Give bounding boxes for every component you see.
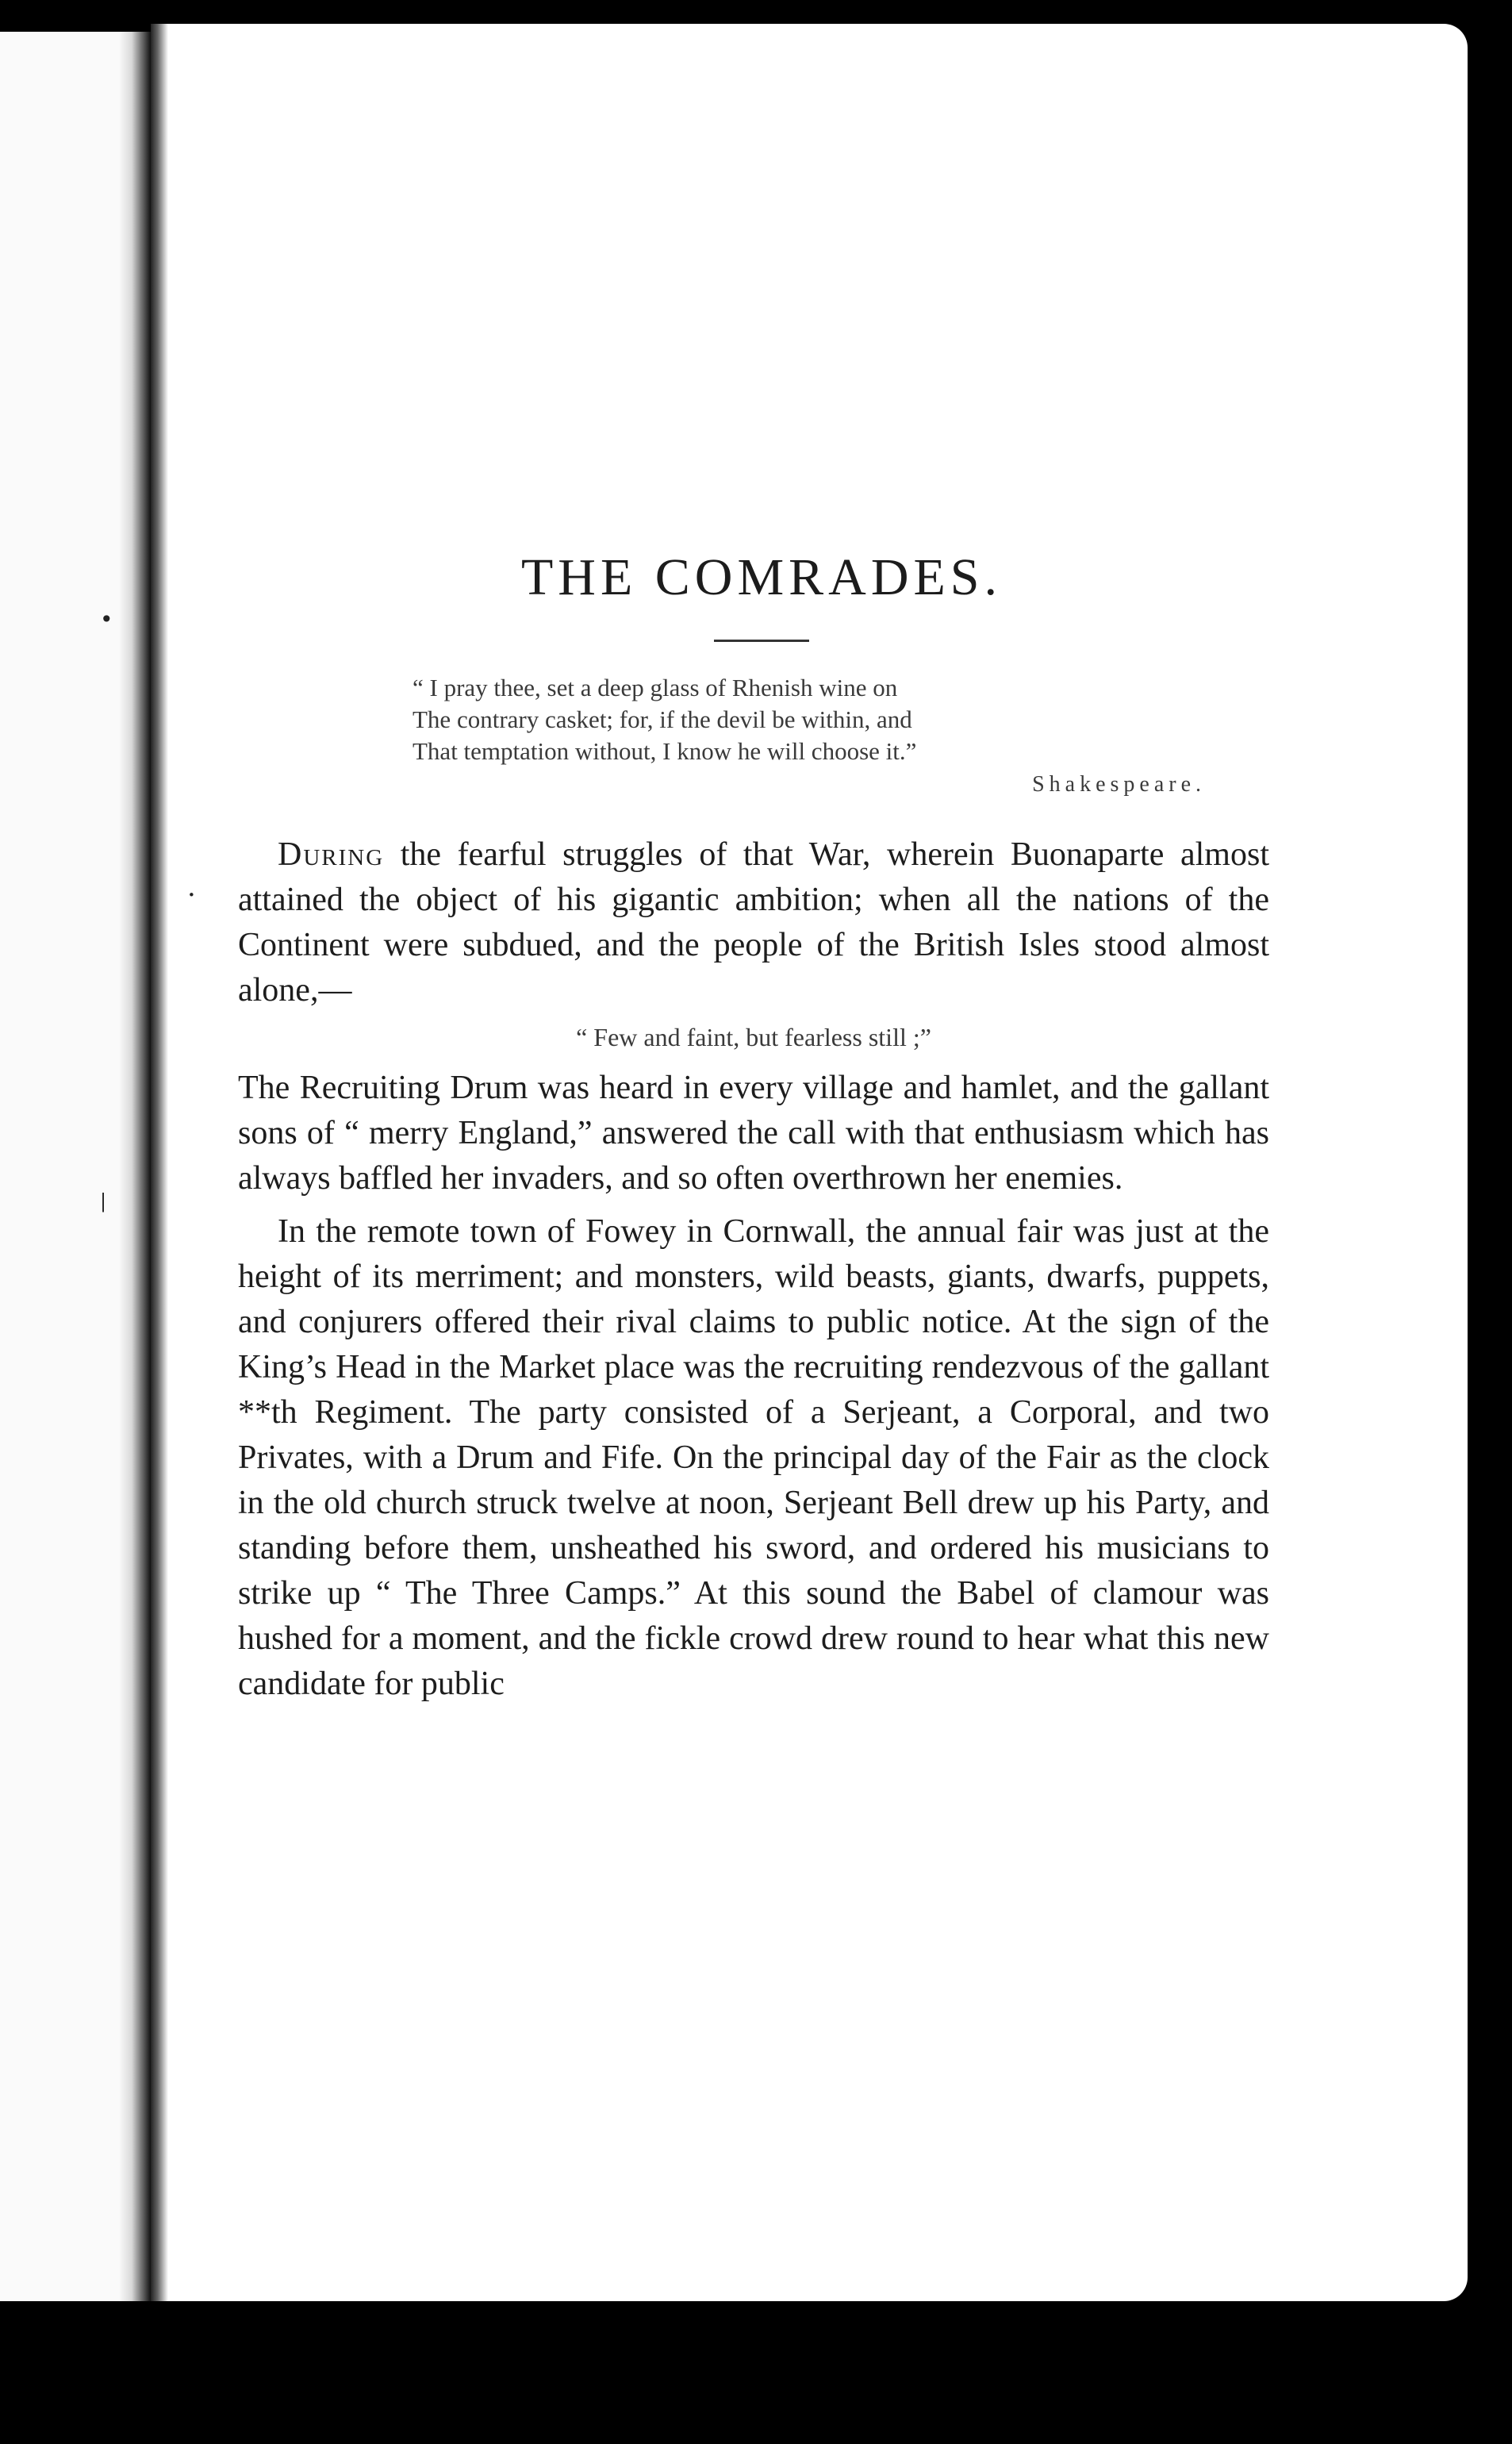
epigraph-line: That temptation without, I know he will choose it.”: [413, 737, 917, 765]
epigraph-line: “ I pray thee, set a deep glass of Rhenish wine on: [413, 674, 898, 701]
left-page-edge: [0, 32, 131, 2301]
opening-word: During: [278, 836, 385, 873]
page-content: [238, 548, 1269, 1707]
paragraph-2: The Recruiting Drum was heard in every village and hamlet, and the gallant sons of “ merry England,” answered the call with that enthusiasm which has always baffled her invaders, and so often overthrown her enemies.: [238, 1070, 1269, 1197]
epigraph: [413, 672, 1206, 801]
paragraph-1: [238, 832, 1269, 1013]
margin-speck: |: [100, 1190, 107, 1212]
epigraph-attribution: Shakespeare.: [1032, 772, 1206, 797]
margin-speck: ·: [187, 879, 196, 911]
margin-speck: •: [100, 606, 113, 632]
spine-shadow: [151, 24, 168, 2301]
paragraph-3: In the remote town of Fowey in Cornwall, the annual fair was just at the height of its merriment; and monsters, wild beasts, giants, dwarfs, puppets, and conjurers offered their rival claims to public notice. At the sign of the King’s Head in the Market place was the recruiting rendezvous of the gallant **th Regiment. The party consisted of a Serjeant, a Corporal, and two Privates, with a Drum and Fife. On the principal day of the Fair as the clock in the old church struck twelve at noon, Serjeant Bell drew up his Party, and standing before them, unsheathed his sword, and ordered his musicians to strike up “ The Three Camps.” At this sound the Babel of clamour was hushed for a moment, and the fickle crowd drew round to hear what this new candidate for public: [238, 1213, 1269, 1702]
title-rule: [714, 640, 809, 642]
page-gutter-shadow: [119, 32, 151, 2301]
inline-quote: “ Few and faint, but fearless still ;”: [576, 1023, 931, 1051]
chapter-title: THE COMRADES.: [520, 548, 1003, 606]
epigraph-line: The contrary casket; for, if the devil be within, and: [413, 705, 912, 733]
body-text: [238, 832, 1269, 1707]
paragraph-1-text: the fearful struggles of that War, wherein Buonaparte almost attained the object of his gigantic ambition; when all the nations of the Continent were subdued, and the people of the British Isles stood almost alone,—: [238, 836, 1269, 1009]
